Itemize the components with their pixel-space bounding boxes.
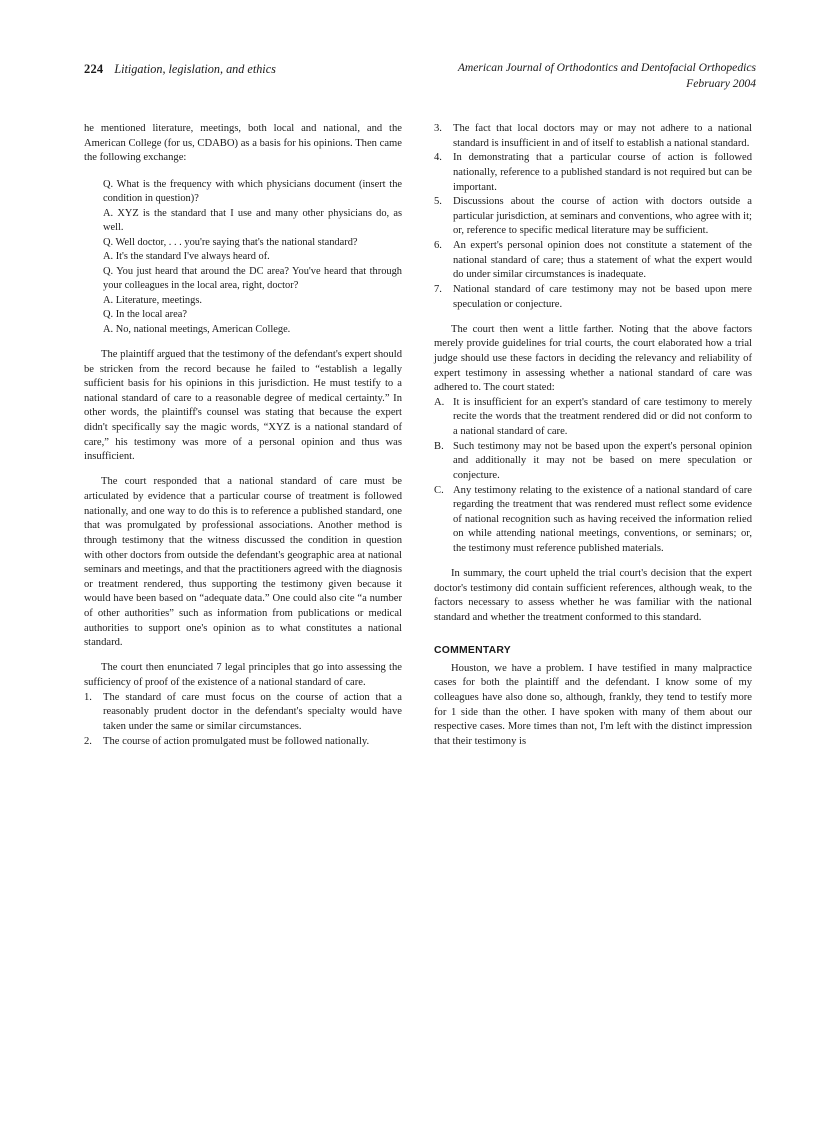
list-item-text: An expert's personal opinion does not constitute a statement of the national standard of care; thus a statement of what the expert would do under similar circumstances is inadequate. [453,240,752,281]
list-marker: 5. [434,196,442,208]
list-item-text: In demonstrating that a particular course of action is followed nationally, reference to a published standard is not required but can be important. [453,152,752,193]
paragraph-court-farther: The court then went a little farther. Noting that the above factors merely provide guidelines for trial courts, the court elaborated how a trial judge should use these factors in deciding the relevancy and reliability of expert testimony in assessing whether a national standard of care was adhered to. The court stated: [434,323,752,394]
running-head-right [458,60,756,91]
list-item-text: The course of action promulgated must be followed nationally. [103,735,370,747]
paragraph-plaintiff-argument: The plaintiff argued that the testimony of the defendant's expert should be stricken from the record because he failed to “establish a legally sufficient basis for his opinions in this jurisdiction. He must testify to a national standard of care to a reasonable degree of medical certainty.” In other words, the plaintiff's counsel was stating that because the expert didn't specifically say the magic words, “XYZ is a national standard of care,” his testimony was more of a personal opinion and thus was insufficient. [84,348,402,463]
journal-name: American Journal of Orthodontics and Dentofacial Orthopedics [457,61,756,74]
list-marker: 3. [434,123,442,134]
opening-paragraph: he mentioned literature, meetings, both local and national, and the American College (for us, CDABO) as a basis for his opinions. Then came the following exchange: [84,123,402,164]
list-item [84,691,402,735]
running-head-left [84,60,276,78]
qa-line: Q. In the local area? [103,309,187,321]
list-item [434,283,752,312]
paragraph-seven-principles: The court then enunciated 7 legal principles that go into assessing the sufficiency of proof of the existence of a national standard of care. [84,662,402,688]
paragraph-court-response: The court responded that a national standard of care must be articulated by evidence that a particular course of treatment is followed nationally, and one way to do this is to reference a published standard, one that was promulgated by professional associations. Another method is through testimony that the witness discussed the condition in question with other doctors from outside the defendant's geographic area at national seminars and meetings, and that the practitioners agreed with the diagnosis or treatment rendered, thus supporting the testimony given because it would have been based on “adequate data.” One could also cite “a number of other authorities” such as information from publications or medical authorities to support one's opinion as to what constitutes a national standard. [84,476,402,649]
list-item-text: Such testimony may not be based upon the expert's personal opinion and additionally it may not be based on mere speculation or conjecture. [453,440,752,481]
list-item-text: Any testimony relating to the existence of a national standard of care regarding the treatment that was rendered must reflect some evidence of national recognition such as having received the information relied on while attending national meetings, conventions, or seminars; or, the testimony must reference published materials. [453,484,752,554]
list-item [434,195,752,239]
list-item [434,122,752,151]
list-marker: C. [434,484,444,496]
qa-line: Q. What is the frequency with which physicians document (insert the condition in question)? [103,178,402,205]
principles-list-right [434,122,752,312]
list-item-text: The standard of care must focus on the course of action that a reasonably prudent doctor in the defendant's specialty would have taken under the same or similar circumstances. [103,691,402,732]
list-item [434,440,752,484]
left-column [84,122,402,749]
commentary-heading: COMMENTARY [434,644,511,656]
page-number: 224 [84,62,104,76]
list-marker: 6. [434,240,442,251]
list-marker: 2. [84,735,92,747]
list-item-text: Discussions about the course of action with doctors outside a particular jurisdiction, at seminars and conventions, who agree with it; or, reference to specific medical literature may be sufficient. [453,196,752,237]
paragraph-commentary: Houston, we have a problem. I have testified in many malpractice cases for both the plaintiff and the defendant. I know some of my colleagues have also done so, although, frankly, they tend to testify more for 1 side than the other. I have spoken with many of them about our respective cases. More times than not, I'm left with the distinct impression that their testimony is [434,662,752,747]
list-item [434,396,752,440]
list-item-text: National standard of care testimony may not be based upon mere speculation or conjecture. [453,283,752,310]
list-item [434,484,752,557]
list-item-text: It is insufficient for an expert's standard of care testimony to merely recite the words that the treatment rendered did or did not conform to a national standard of care. [453,396,752,437]
qa-exchange-block [103,178,402,338]
principles-list-left [84,691,402,750]
qa-line: Q. You just heard that around the DC area? You've heard that through your colleagues in the local area, right, doctor? [103,265,402,292]
court-statements-list [434,396,752,557]
running-head [84,60,756,100]
list-marker: A. [434,396,445,408]
list-marker: 1. [84,691,92,703]
section-title: Litigation, legislation, and ethics [114,62,276,76]
qa-line: A. No, national meetings, American College. [103,323,291,335]
list-marker: 7. [434,283,442,295]
right-column [434,122,752,749]
list-item [434,151,752,195]
list-item [84,735,402,750]
qa-line: A. It's the standard I've always heard of. [103,251,270,263]
qa-line: Q. Well doctor, . . . you're saying that's the national standard? [103,236,358,248]
list-marker: 4. [434,152,442,164]
issue-date: February 2004 [686,76,756,90]
qa-line: A. Literature, meetings. [103,294,202,306]
list-marker: B. [434,440,444,452]
list-item [434,239,752,283]
qa-line: A. XYZ is the standard that I use and many other physicians do, as well. [103,207,402,234]
list-item-text: The fact that local doctors may or may not adhere to a national standard is insufficient in and of itself to establish a national standard. [453,123,752,149]
paragraph-summary: In summary, the court upheld the trial court's decision that the expert doctor's testimony did contain sufficient references, although weak, to the factors necessary to assess whether he was familiar with the national standard and whether the treatment conformed to this standard. [434,568,752,623]
